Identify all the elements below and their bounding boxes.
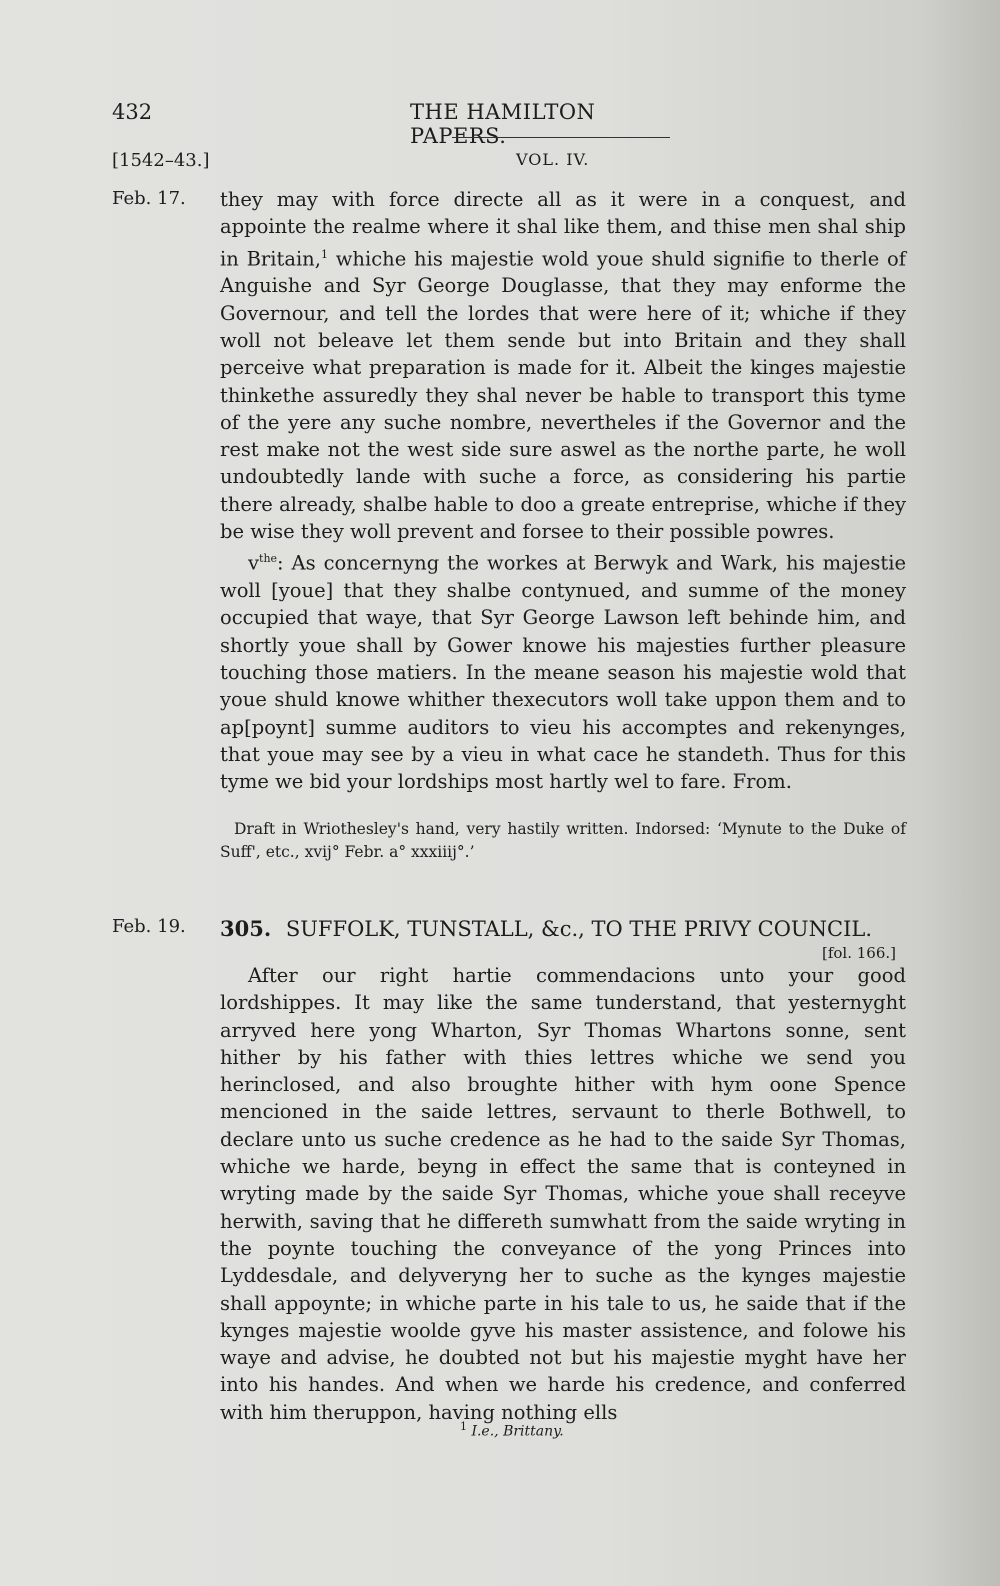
paragraph bbox=[220, 545, 906, 795]
margin-date-feb-17: Feb. 17. bbox=[112, 188, 186, 209]
letter-title: SUFFOLK, TUNSTALL, &c., TO THE PRIVY COUNCIL. bbox=[285, 917, 872, 941]
paragraph-text: they may with force directe all as it were in a conquest, and appointe the realme where it shal like them, and thise men shal ship in Britain, bbox=[220, 188, 906, 271]
header-rule bbox=[452, 137, 670, 138]
note-text: Draft in Wriothesley's hand, very hastily written. Indorsed: ‘Mynute to the Duke of Suff', etc., xvij° Febr. a° xxxiiij°.’ bbox=[220, 820, 906, 861]
folio-reference: [fol. 166.] bbox=[821, 944, 896, 962]
paragraph-text: : As concernyng the workes at Berwyk and Wark, his majestie woll [youe] that they shalbe contynued, and summe of the money occupied that waye, that Syr George Lawson left behinde him, and shortly youe shall by Gower knowe his majesties further pleasure touching those matiers. In the meane season his majestie wold that youe shuld knowe whither thexecutors woll take uppon them and to ap[poynt] summe auditors to vieu his accomptes and rekenynges, that youe may see by a vieu in what cace he standeth. Thus for this tyme we bid your lordships most hartly wel to fare. From. bbox=[220, 551, 906, 794]
margin-date-feb-19: Feb. 19. bbox=[112, 916, 186, 937]
letter-number: 305. bbox=[220, 916, 272, 941]
paragraph-text: whiche his majestie wold youe shuld signifie to therle of Anguishe and Syr George Douglasse, that they may enforme the Governour, and tell the lordes that were here of it; whiche if they woll not beleave let them sende but into Britain and they shall perceive what preparation is made for it. Albeit the kinges majestie thinkethe assuredly they shal never be hable to transport this tyme of the yere any suche nombre, nevertheles if the Governor and the rest make not the west side sure aswel as the northe parte, he woll undoubtedly lande with suche a force, as considering his partie there already, shalbe hable to doo a greate entreprise, whiche if they be wise they woll prevent and forsee to their possible powres. bbox=[220, 247, 906, 544]
page-number: 432 bbox=[112, 100, 153, 124]
footnote bbox=[460, 1420, 564, 1440]
footnote-mark: 1 bbox=[460, 1420, 467, 1433]
year-range: [1542–43.] bbox=[112, 150, 210, 171]
paragraph: After our right hartie commendacions unto your good lordshippes. It may like the same tunderstand, that yesternyght arryved here yong Wharton, Syr Thomas Whartons sonne, sent hither by his father with thies lettres whiche we send you herinclosed, and also broughte hither with hym oone Spence mencioned in the saide lettres, servaunt to therle Bothwell, to declare unto us suche credence as he had to the saide Syr Thomas, whiche we harde, beyng in effect the same that is conteyned in wryting made by the saide Syr Thomas, whiche youe shall receyve herwith, saving that he differeth sumwhatt from the saide wryting in the poynte touching the conveyance of the yong Princes into Lyddesdale, and delyveryng her to suche as the kynges majestie shall appoynte; in whiche parte in his tale to us, he saide that if the kynges majestie woolde gyve his master assistence, and folowe his waye and advise, he doubted not but his majestie myght have her into his handes. And when we harde his credence, and conferred with him theruppon, having nothing ells bbox=[220, 964, 906, 1424]
letter-body bbox=[220, 962, 906, 1426]
book-title: THE HAMILTON PAPERS. bbox=[410, 100, 596, 148]
volume-label: VOL. IV. bbox=[516, 150, 590, 169]
superscript: the bbox=[259, 552, 278, 566]
letter-body-continued bbox=[220, 186, 906, 796]
footnote-ref: 1 bbox=[320, 247, 328, 261]
footnote-text: I.e., Brittany. bbox=[471, 1423, 564, 1440]
letter-heading bbox=[220, 916, 906, 941]
paragraph bbox=[220, 186, 906, 545]
editorial-note bbox=[220, 818, 906, 864]
paragraph-lead: v bbox=[248, 551, 260, 575]
